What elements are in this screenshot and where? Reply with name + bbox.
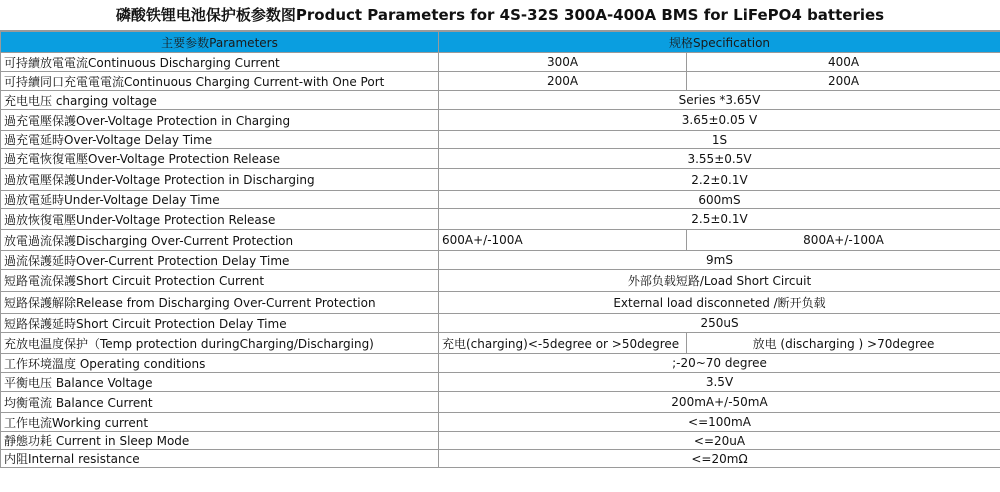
- table-row: [1, 251, 1000, 270]
- spec-value: 3.65±0.05 V: [439, 110, 1000, 131]
- spec-value: 600mS: [439, 191, 1000, 209]
- table-row: [1, 373, 1000, 392]
- parameter-name: 均衡電流 Balance Current: [1, 392, 439, 413]
- spec-value-400a: 放电 (discharging ) >70degree: [687, 333, 1000, 354]
- spec-value: 250uS: [439, 314, 1000, 333]
- spec-value: 3.55±0.5V: [439, 149, 1000, 169]
- table-row: [1, 450, 1000, 468]
- table-row: [1, 209, 1000, 230]
- table-row: [1, 392, 1000, 413]
- spec-value: <=100mA: [439, 413, 1000, 432]
- spec-value: 3.5V: [439, 373, 1000, 392]
- spec-value-300a: 300A: [439, 53, 687, 72]
- header-specification: 规格Specification: [439, 32, 1000, 53]
- parameter-name: 過充電壓保護Over-Voltage Protection in Charging: [1, 110, 439, 131]
- table-row: [1, 333, 1000, 354]
- table-row: [1, 191, 1000, 209]
- spec-value: ;-20~70 degree: [439, 354, 1000, 373]
- page-title: 磷酸铁锂电池保护板参数图Product Parameters for 4S-32S 300A-400A BMS for LiFePO4 batteries: [0, 0, 1000, 31]
- table-row: [1, 270, 1000, 292]
- spec-value-400a: 800A+/-100A: [687, 230, 1000, 251]
- table-row: [1, 230, 1000, 251]
- parameter-name: 過充電恢復電壓Over-Voltage Protection Release: [1, 149, 439, 169]
- spec-value: 1S: [439, 131, 1000, 149]
- parameter-name: 充电电压 charging voltage: [1, 91, 439, 110]
- spec-value-300a: 600A+/-100A: [439, 230, 687, 251]
- table-row: [1, 169, 1000, 191]
- table-row: [1, 314, 1000, 333]
- parameter-table: [0, 31, 1000, 468]
- spec-value: 2.5±0.1V: [439, 209, 1000, 230]
- spec-value: 2.2±0.1V: [439, 169, 1000, 191]
- table-row: [1, 432, 1000, 450]
- spec-value: 9mS: [439, 251, 1000, 270]
- table-row: [1, 354, 1000, 373]
- parameter-name: 短路電流保護Short Circuit Protection Current: [1, 270, 439, 292]
- table-row: [1, 91, 1000, 110]
- spec-value: <=20uA: [439, 432, 1000, 450]
- parameter-name: 平衡电压 Balance Voltage: [1, 373, 439, 392]
- parameter-name: 過放恢復電壓Under-Voltage Protection Release: [1, 209, 439, 230]
- parameter-name: 過放電延時Under-Voltage Delay Time: [1, 191, 439, 209]
- spec-value: External load disconneted /断开负载: [439, 292, 1000, 314]
- parameter-name: 充放电温度保护（Temp protection duringCharging/Discharging): [1, 333, 439, 354]
- table-row: [1, 110, 1000, 131]
- spec-value-300a: 充电(charging)<-5degree or >50degree: [439, 333, 687, 354]
- parameter-name: 可持續放電電流Continuous Discharging Current: [1, 53, 439, 72]
- parameter-name: 過放電壓保護Under-Voltage Protection in Discharging: [1, 169, 439, 191]
- parameter-name: 過流保護延時Over-Current Protection Delay Time: [1, 251, 439, 270]
- spec-value: Series *3.65V: [439, 91, 1000, 110]
- table-row: [1, 149, 1000, 169]
- parameter-name: 短路保護解除Release from Discharging Over-Current Protection: [1, 292, 439, 314]
- parameter-name: 短路保護延時Short Circuit Protection Delay Time: [1, 314, 439, 333]
- table-row: [1, 131, 1000, 149]
- parameter-name: 靜態功耗 Current in Sleep Mode: [1, 432, 439, 450]
- spec-value-400a: 200A: [687, 72, 1000, 91]
- spec-value-400a: 400A: [687, 53, 1000, 72]
- table-header-row: [1, 32, 1000, 53]
- parameter-name: 内阻Internal resistance: [1, 450, 439, 468]
- header-parameters: 主要参数Parameters: [1, 32, 439, 53]
- spec-value-300a: 200A: [439, 72, 687, 91]
- table-row: [1, 292, 1000, 314]
- table-row: [1, 53, 1000, 72]
- spec-value: <=20mΩ: [439, 450, 1000, 468]
- parameter-name: 過充電延時Over-Voltage Delay Time: [1, 131, 439, 149]
- spec-value: 200mA+/-50mA: [439, 392, 1000, 413]
- parameter-name: 可持續同口充電電電流Continuous Charging Current-with One Port: [1, 72, 439, 91]
- parameter-name: 工作电流Working current: [1, 413, 439, 432]
- parameter-name: 工作环境溫度 Operating conditions: [1, 354, 439, 373]
- table-row: [1, 413, 1000, 432]
- spec-value: 外部负载短路/Load Short Circuit: [439, 270, 1000, 292]
- parameter-name: 放電過流保護Discharging Over-Current Protection: [1, 230, 439, 251]
- table-row: [1, 72, 1000, 91]
